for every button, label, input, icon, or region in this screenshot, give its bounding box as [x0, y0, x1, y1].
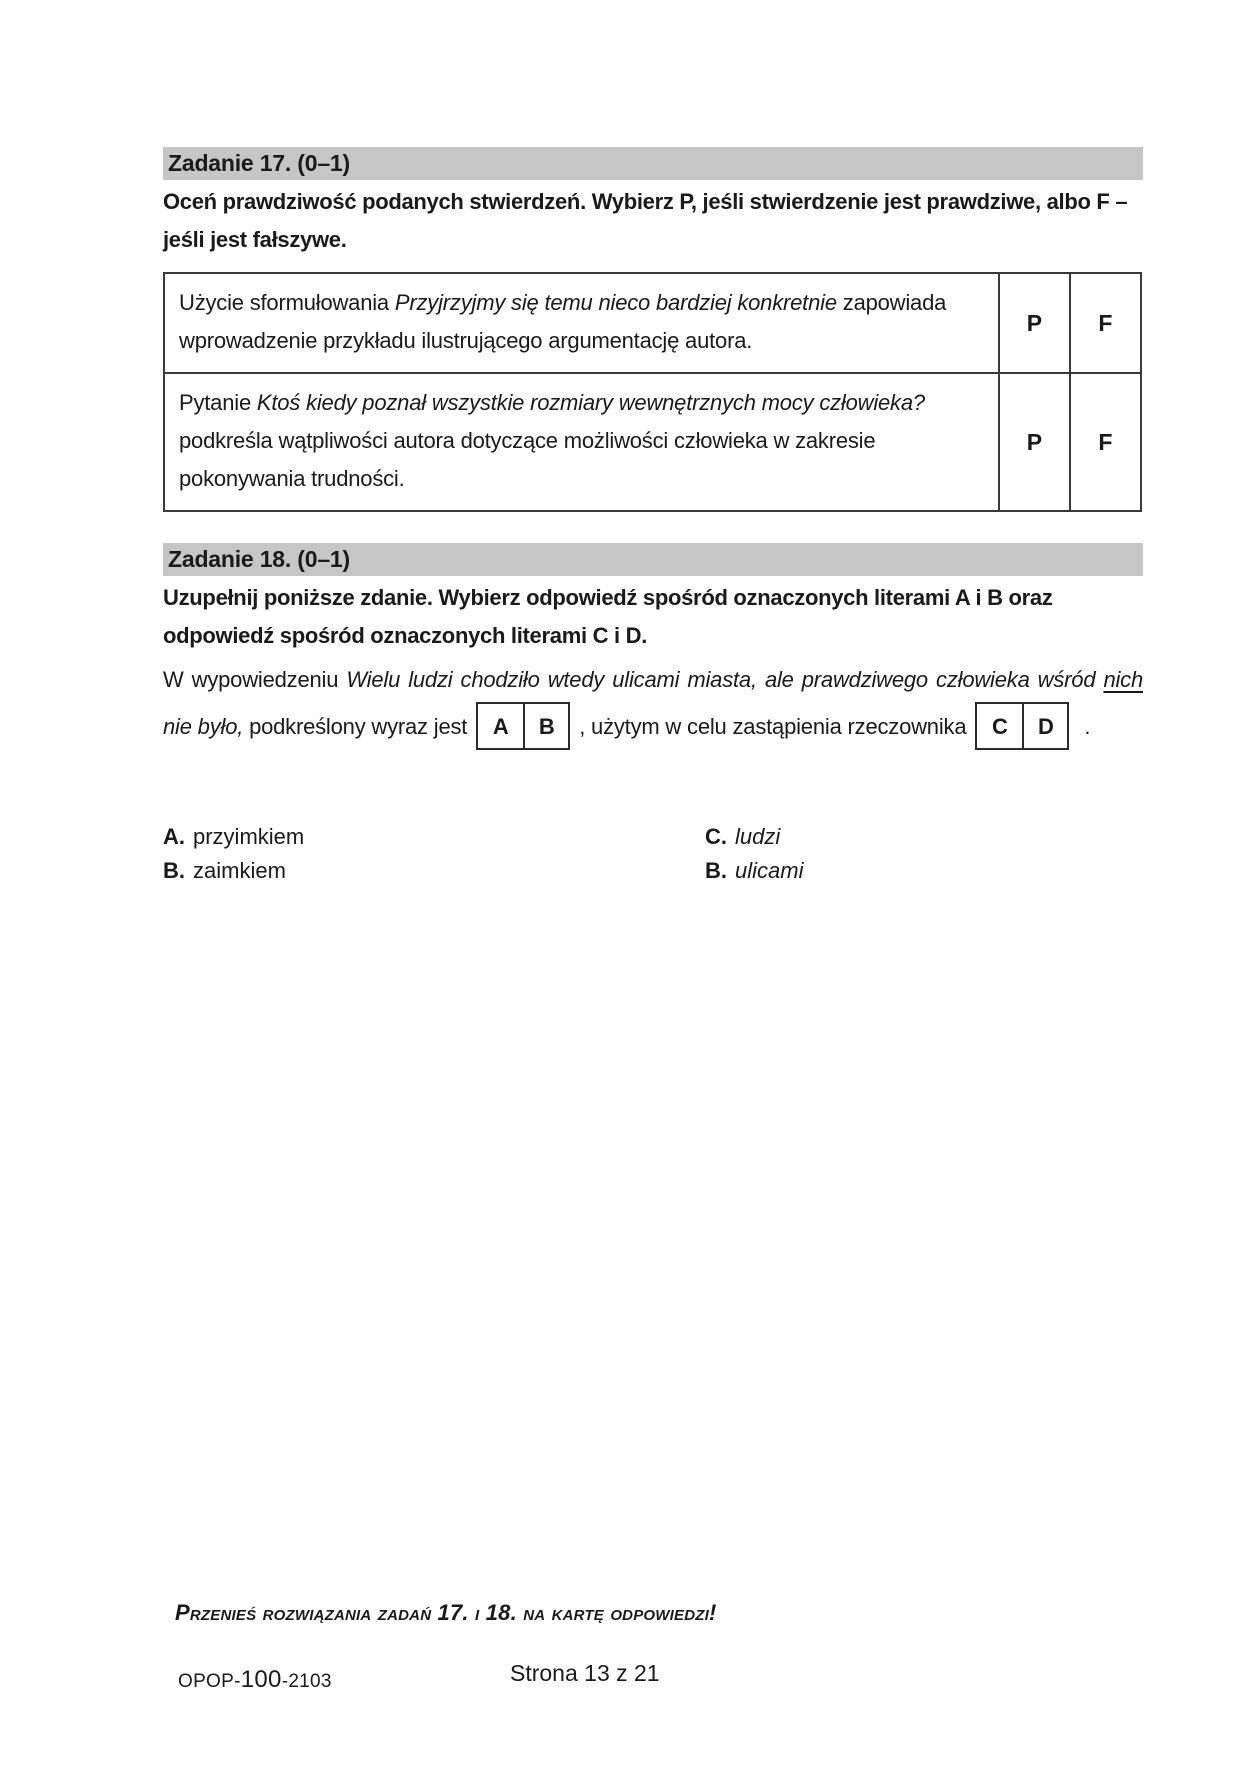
statement-1-prefix: Użycie sformułowania	[179, 290, 395, 315]
statement-2-prefix: Pytanie	[179, 390, 257, 415]
task17-instruction: Oceń prawdziwość podanych stwierdzeń. Wybierz P, jeśli stwierdzenie jest prawdziwe, albo F – jeśli jest fałszywe.	[163, 189, 1128, 252]
sentence-underlined-word: nich	[1103, 667, 1143, 692]
answer-option-a-cell[interactable]: A	[492, 713, 509, 739]
task18-options	[163, 820, 1143, 888]
task18-title: Zadanie 18. (0–1)	[168, 546, 350, 572]
sentence-seg3: , użytym w celu zastąpienia rzeczownika	[579, 714, 967, 739]
table-row	[164, 273, 1141, 373]
statement-1	[164, 273, 999, 373]
task17-header-bar	[163, 147, 1143, 180]
answer-option-c-cell[interactable]: C	[992, 713, 1008, 739]
statement-1-quote: Przyjrzyjmy się temu nieco bardziej konkretnie	[394, 290, 837, 315]
sentence-seg2: podkreślony wyraz jest	[243, 714, 468, 739]
option-a-text: przyimkiem	[193, 824, 305, 849]
statement-1-false-cell[interactable]: F	[1070, 273, 1141, 373]
statement-1-true-cell[interactable]: P	[999, 273, 1070, 373]
task18-instruction: Uzupełnij poniższe zdanie. Wybierz odpowiedź spośród oznaczonych literami A i B oraz odpowiedź spośród oznaczonych literami C i D.	[163, 585, 1053, 648]
statement-2-true-cell[interactable]: P	[999, 373, 1070, 511]
statement-2-quote: Ktoś kiedy poznał wszystkie rozmiary wewnętrznych mocy człowieka?	[256, 390, 925, 415]
option-d-text: ulicami	[735, 858, 804, 883]
option-d-label: B.	[705, 858, 727, 883]
answer-option-b-cell[interactable]: B	[523, 704, 568, 748]
page-indicator: Strona 13 z 21	[510, 1660, 660, 1686]
task17-title: Zadanie 17. (0–1)	[168, 150, 350, 176]
option-b	[163, 854, 705, 888]
option-b-label: B.	[163, 858, 185, 883]
statement-2-suffix: podkreśla wątpliwości autora dotyczące możliwości człowieka w zakresie pokonywania trudności.	[179, 428, 876, 491]
option-c-text: ludzi	[735, 824, 781, 849]
statement-1-suffix: zapowiada wprowadzenie przykładu ilustrującego argumentację autora.	[179, 290, 947, 353]
sentence-seg4: .	[1084, 714, 1091, 739]
transfer-instruction: Przenieś rozwiązania zadań 17. i 18. na kartę odpowiedzi!	[175, 1600, 717, 1625]
task18-header-bar	[163, 543, 1143, 576]
answer-box-cd	[975, 702, 1069, 750]
table-row	[164, 373, 1141, 511]
option-a-label: A.	[163, 824, 185, 849]
answer-option-d-cell[interactable]: D	[1022, 704, 1067, 748]
statement-2-false-cell[interactable]: F	[1070, 373, 1141, 511]
exam-code-suffix: -2103	[281, 1671, 332, 1692]
statement-2	[164, 373, 999, 511]
option-d	[705, 854, 1143, 888]
answer-box-ab	[476, 702, 570, 750]
option-b-text: zaimkiem	[193, 858, 286, 883]
sentence-seg1: W wypowiedzeniu	[163, 667, 347, 692]
exam-code	[178, 1666, 332, 1694]
option-c-label: C.	[705, 824, 727, 849]
sentence-quote-part2: nie było,	[163, 714, 244, 739]
sentence-quote-part1: Wielu ludzi chodziło wtedy ulicami miasta, ale prawdziwego człowieka wśród	[346, 667, 1104, 692]
option-a	[163, 820, 705, 854]
true-false-table	[163, 272, 1142, 512]
task18-sentence	[163, 656, 1143, 752]
exam-code-mid: 100	[240, 1666, 282, 1693]
exam-code-prefix: OPOP-	[178, 1671, 241, 1692]
option-c	[705, 820, 1143, 854]
